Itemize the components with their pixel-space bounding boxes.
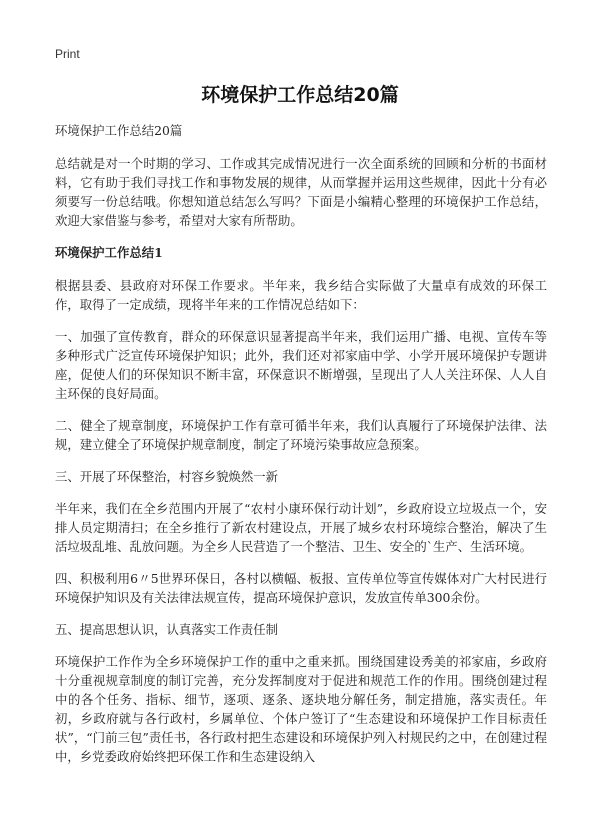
body-paragraph: 二、健全了规章制度，环境保护工作有章可循半年来，我们认真履行了环境保护法律、法规，建立健全了环境保护规章制度，制定了环境污染事故应急预案。: [55, 418, 547, 452]
intro-paragraph: 总结就是对一个时期的学习、工作或其完成情况进行一次全面系统的回顾和分析的书面材料，它有助于我们寻找工作和事物发展的规律，从而掌握并运用这些规律，因此十分有必须要写一份总结哦。你想知道总结怎么写吗？下面是小编精心整理的环境保护工作总结，欢迎大家借鉴与参考，希望对大家有所帮助。: [55, 156, 547, 228]
print-link[interactable]: Print: [55, 47, 80, 61]
body-paragraph: 一、加强了宣传教育，群众的环保意识显著提高半年来，我们运用广播、电视、宣传车等多种形式广泛宣传环境保护知识；此外，我们还对祁家庙中学、小学开展环境保护专题讲座，促使人们的环保知识不断丰富，环保意识不断增强，呈现出了人人关注环保、人人自主环保的良好局面。: [55, 329, 547, 401]
body-paragraph: 四、积极利用6〃5世界环保日，各村以横幅、板报、宣传单位等宣传媒体对广大村民进行环境保护知识及有关法律法规宣传，提高环境保护意识，发放宣传单300余份。: [55, 571, 547, 605]
section-heading: 环境保护工作总结1: [55, 245, 163, 260]
body-paragraph: 半年来，我们在全乡范围内开展了“农村小康环保行动计划”，乡政府设立垃圾点一个，安排人员定期清扫；在全乡推行了新农村建设点，开展了城乡农村环境综合整治，解决了生活垃圾乱堆、乱放问题。为全乡人民营造了一个整洁、卫生、安全的`生产、生活环境。: [55, 501, 547, 554]
body-paragraph: 三、开展了环保整治，村容乡貌焕然一新: [55, 469, 279, 484]
document-body: [55, 121, 547, 779]
body-paragraph: 根据县委、县政府对环保工作要求。半年来，我乡结合实际做了大量卓有成效的环保工作，取得了一定成绩，现将半年来的工作情况总结如下：: [55, 278, 547, 312]
body-paragraph: 五、提高思想认识，认真落实工作责任制: [55, 622, 279, 637]
body-paragraph: 环境保护工作作为全乡环境保护工作的重中之重来抓。围绕国建设秀美的祁家庙，乡政府十分重视规章制度的制订完善，充分发挥制度对于促进和规范工作的作用。围绕创建过程中的各个任务、指标、细节，逐项、逐条、逐块地分解任务，制定措施，落实责任。年初，乡政府就与各行政村，乡属单位、个体户签订了“生态建设和环境保护工作目标责任状”，“门前三包”责任书，各行政村把生态建设和环境保护列入村规民约之中，在创建过程中，乡党委政府始终把环保工作和生态建设纳入: [55, 654, 547, 764]
page-title: 环境保护工作总结20篇: [201, 84, 399, 106]
document-subtitle: 环境保护工作总结20篇: [55, 123, 183, 138]
